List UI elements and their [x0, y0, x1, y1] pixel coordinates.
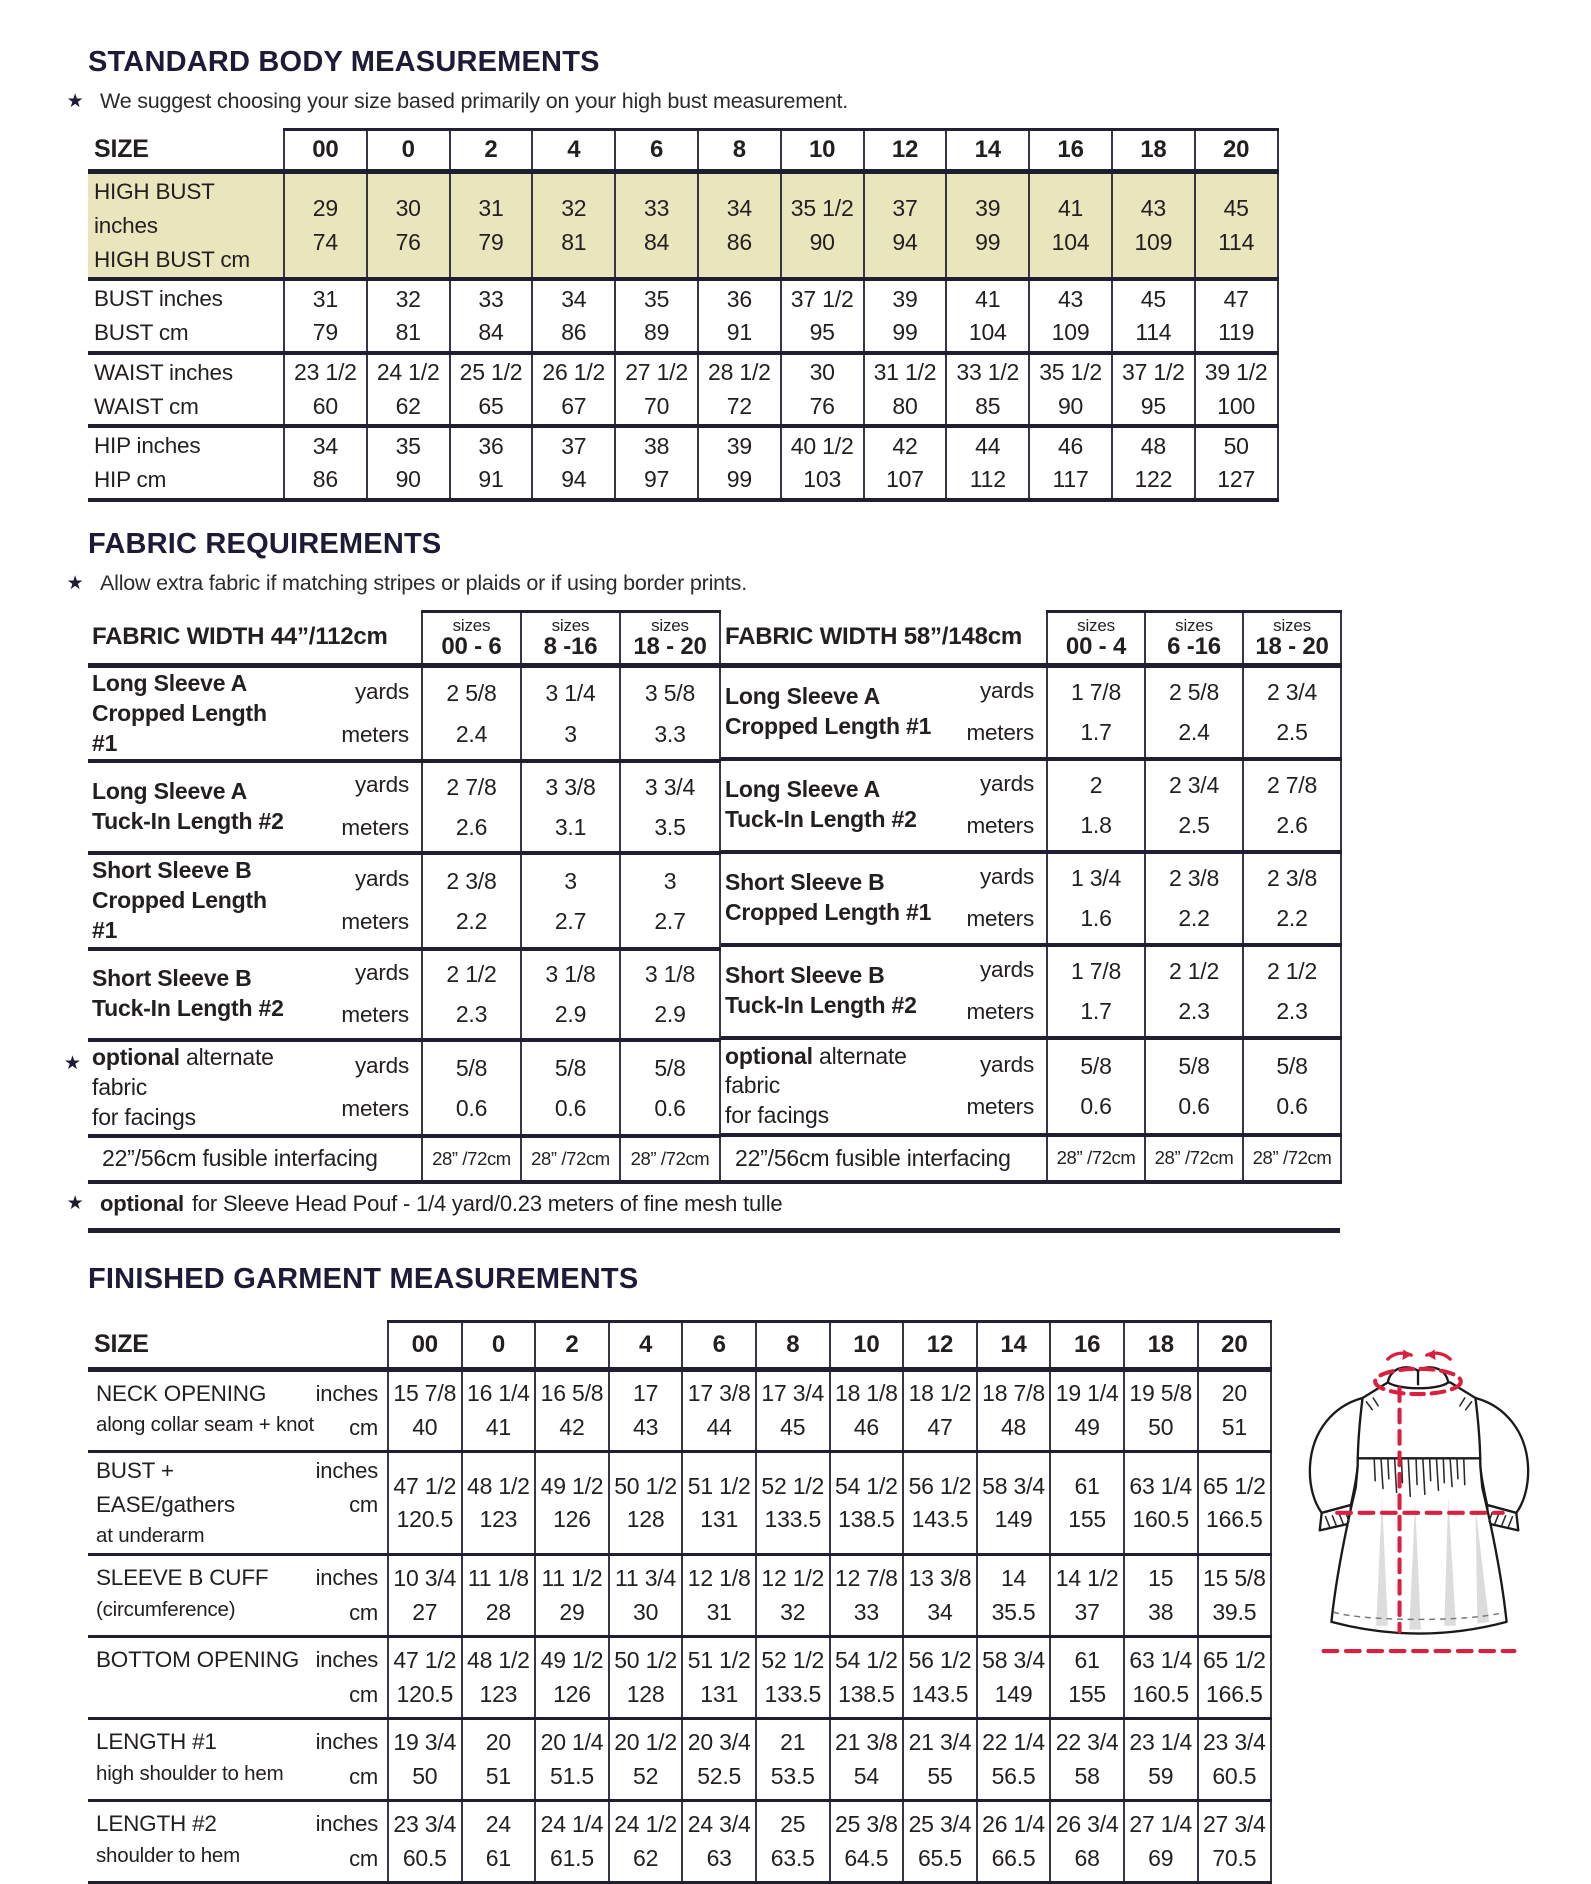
fabric-44-sizegroup-2: sizes 8 -16 [521, 611, 620, 665]
bust-ease-cell: 52 1/2 133.5 [756, 1451, 830, 1554]
length-1-cell: 20 1/2 52 [609, 1719, 683, 1801]
bottom-opening-cell: 48 1/2 123 [462, 1637, 536, 1719]
yardage-cell: 3 2.7 [620, 853, 720, 949]
sleeve-cuff-label: SLEEVE B CUFF (circumference) inches cm [96, 1565, 378, 1625]
yardage-cell: 2 3/4 2.5 [1243, 665, 1341, 759]
bust-value-cell: 47 119 [1195, 279, 1278, 353]
waist-value-cell: 28 1/2 72 [698, 353, 781, 427]
high-bust-value-cell: 34 86 [698, 172, 781, 280]
high-bust-value-cell: 31 79 [450, 172, 533, 280]
neck-opening-cell: 20 51 [1198, 1369, 1272, 1451]
waist-value-cell: 27 1/2 70 [615, 353, 698, 427]
yardage-cell: 2 1/2 2.3 [422, 949, 521, 1041]
hip-value-cell: 38 97 [615, 426, 698, 500]
length-1-cell: 20 51 [462, 1719, 536, 1801]
fabric-note-text: Allow extra fabric if matching stripes or plaids or if using border prints. [100, 570, 747, 595]
bottom-opening-row [88, 1637, 1271, 1719]
bust-ease-cell: 56 1/2 143.5 [903, 1451, 977, 1554]
yardage-cell: 3 5/8 3.3 [620, 665, 720, 761]
fabric-58-row-long-a-cropped [721, 665, 1341, 759]
bust-label: BUST inches BUST cm [94, 286, 223, 345]
garment-variant-label: Short Sleeve B Tuck-In Length #2 [725, 962, 917, 1019]
fabric-table-58 [721, 610, 1342, 1184]
bust-value-cell: 31 79 [284, 279, 367, 353]
neck-opening-cell: 19 1/4 49 [1050, 1369, 1124, 1451]
fabric-58-sizegroup-3: sizes 18 - 20 [1243, 611, 1341, 665]
fabric-44-row-short-b-tuckin [88, 949, 720, 1041]
unit-labels: yards meters [966, 863, 1035, 932]
interfacing-cell: 28” /72cm [422, 1136, 521, 1182]
hip-value-cell: 36 91 [450, 426, 533, 500]
neck-opening-row [88, 1369, 1271, 1451]
hip-value-cell: 35 90 [367, 426, 450, 500]
yardage-cell: 5/8 0.6 [521, 1040, 620, 1136]
length-2-cell: 24 1/4 61.5 [535, 1801, 609, 1883]
length-1-label: LENGTH #1 high shoulder to hem inches cm [96, 1729, 378, 1789]
hip-value-cell: 44 112 [946, 426, 1029, 500]
waist-value-cell: 30 76 [781, 353, 864, 427]
star-icon: ★ [66, 572, 84, 594]
length-1-cell: 23 3/4 60.5 [1198, 1719, 1272, 1801]
hip-value-cell: 48 122 [1112, 426, 1195, 500]
waist-value-cell: 35 1/2 90 [1029, 353, 1112, 427]
high-bust-value-cell: 30 76 [367, 172, 450, 280]
garment-variant-label: Short Sleeve B Cropped Length #1 [725, 869, 932, 926]
size-label: SIZE [94, 134, 149, 163]
waist-value-cell: 24 1/2 62 [367, 353, 450, 427]
bust-value-cell: 33 84 [450, 279, 533, 353]
high-bust-value-cell: 35 1/2 90 [781, 172, 864, 280]
neck-opening-cell: 17 3/4 45 [756, 1369, 830, 1451]
body-section-title: STANDARD BODY MEASUREMENTS [88, 46, 600, 78]
length-2-cell: 27 3/4 70.5 [1198, 1801, 1272, 1883]
unit-labels: yards meters [966, 677, 1035, 746]
sleeve-cuff-cell: 14 35.5 [977, 1555, 1051, 1637]
sleeve-cuff-row [88, 1555, 1271, 1637]
yardage-cell: 2 1.8 [1047, 759, 1145, 852]
neck-opening-label: NECK OPENING along collar seam + knot inches cm [96, 1380, 378, 1440]
length-2-cell: 26 1/4 66.5 [977, 1801, 1051, 1883]
bust-value-cell: 39 99 [864, 279, 947, 353]
length-2-cell: 24 3/4 63 [682, 1801, 756, 1883]
sleeve-cuff-cell: 12 1/2 32 [756, 1555, 830, 1637]
size-header-cell: 4 [609, 1321, 683, 1369]
neck-opening-cell: 17 3/8 44 [682, 1369, 756, 1451]
bust-value-cell: 35 89 [615, 279, 698, 353]
bust-value-cell: 32 81 [367, 279, 450, 353]
bust-value-cell: 43 109 [1029, 279, 1112, 353]
neck-opening-cell: 16 5/8 42 [535, 1369, 609, 1451]
bust-ease-cell: 47 1/2 120.5 [388, 1451, 462, 1554]
size-header-cell: 00 [388, 1321, 462, 1369]
unit-labels: yards meters [341, 959, 409, 1028]
yardage-cell: 2 7/8 2.6 [1243, 759, 1341, 852]
yardage-cell: 5/8 0.6 [1047, 1038, 1145, 1135]
bust-ease-cell: 58 3/4 149 [977, 1451, 1051, 1554]
size-header-row [88, 130, 1278, 172]
sleeve-cuff-cell: 10 3/4 27 [388, 1555, 462, 1637]
neck-opening-cell: 18 1/2 47 [903, 1369, 977, 1451]
bust-value-cell: 34 86 [532, 279, 615, 353]
hip-label: HIP inches HIP cm [94, 433, 201, 492]
star-icon: ★ [64, 1053, 81, 1075]
interfacing-cell: 28” /72cm [521, 1136, 620, 1182]
size-header-cell: 0 [462, 1321, 536, 1369]
waist-value-cell: 31 1/2 80 [864, 353, 947, 427]
neck-opening-cell: 18 1/8 46 [830, 1369, 904, 1451]
fabric-44-row-short-b-cropped [88, 853, 720, 949]
size-header-cell: 10 [781, 130, 864, 172]
length-2-cell: 24 61 [462, 1801, 536, 1883]
interfacing-cell: 28” /72cm [1243, 1135, 1341, 1182]
size-header-cell: 0 [367, 130, 450, 172]
fabric-58-sizegroup-2: sizes 6 -16 [1145, 611, 1243, 665]
size-header-cell: 18 [1112, 130, 1195, 172]
bust-value-cell: 36 91 [698, 279, 781, 353]
length-2-cell: 27 1/4 69 [1124, 1801, 1198, 1883]
bottom-opening-cell: 54 1/2 138.5 [830, 1637, 904, 1719]
size-header-cell: 10 [830, 1321, 904, 1369]
length-1-cell: 20 1/4 51.5 [535, 1719, 609, 1801]
neck-opening-cell: 16 1/4 41 [462, 1369, 536, 1451]
waist-value-cell: 33 1/2 85 [946, 353, 1029, 427]
bust-value-cell: 41 104 [946, 279, 1029, 353]
bust-ease-cell: 65 1/2 166.5 [1198, 1451, 1272, 1554]
neck-opening-cell: 15 7/8 40 [388, 1369, 462, 1451]
waist-value-cell: 37 1/2 95 [1112, 353, 1195, 427]
waist-value-cell: 25 1/2 65 [450, 353, 533, 427]
sleeve-cuff-cell: 11 1/2 29 [535, 1555, 609, 1637]
high-bust-row [88, 172, 1278, 280]
fabric-section-title: FABRIC REQUIREMENTS [88, 527, 442, 560]
garment-illustration [1273, 1327, 1565, 1687]
yardage-cell: 5/8 0.6 [1145, 1038, 1243, 1135]
fabric-58-row-long-a-tuckin [721, 759, 1341, 852]
high-bust-value-cell: 43 109 [1112, 172, 1195, 280]
neck-opening-cell: 17 43 [609, 1369, 683, 1451]
unit-labels: yards meters [966, 770, 1035, 839]
fabric-table-44 [64, 610, 721, 1184]
body-section-note [66, 89, 1591, 114]
high-bust-value-cell: 32 81 [532, 172, 615, 280]
length-2-cell: 25 63.5 [756, 1801, 830, 1883]
waist-value-cell: 23 1/2 60 [284, 353, 367, 427]
length-2-label: LENGTH #2 shoulder to hem inches cm [96, 1811, 378, 1871]
interfacing-label: 22”/56cm fusible interfacing [102, 1145, 378, 1172]
size-header-cell: 00 [284, 130, 367, 172]
bottom-opening-cell: 50 1/2 128 [609, 1637, 683, 1719]
length-1-cell: 21 3/4 55 [903, 1719, 977, 1801]
high-bust-value-cell: 29 74 [284, 172, 367, 280]
yardage-cell: 5/8 0.6 [422, 1040, 521, 1136]
fabric-44-sizegroup-1: sizes 00 - 6 [422, 611, 521, 665]
garment-variant-label: Long Sleeve A Tuck-In Length #2 [92, 778, 284, 835]
size-header-cell: 14 [946, 130, 1029, 172]
unit-labels: yards meters [341, 866, 409, 934]
fabric-requirements-section [64, 527, 1591, 1233]
bottom-opening-cell: 63 1/4 160.5 [1124, 1637, 1198, 1719]
sleeve-cuff-cell: 12 1/8 31 [682, 1555, 756, 1637]
sleeve-cuff-cell: 13 3/8 34 [903, 1555, 977, 1637]
interfacing-cell: 28” /72cm [620, 1136, 720, 1182]
high-bust-value-cell: 45 114 [1195, 172, 1278, 280]
hip-value-cell: 34 86 [284, 426, 367, 500]
hip-value-cell: 42 107 [864, 426, 947, 500]
fabric-58-header-row [721, 611, 1341, 665]
yardage-cell: 3 1/8 2.9 [620, 949, 720, 1041]
length-1-cell: 21 3/8 54 [830, 1719, 904, 1801]
yardage-cell: 1 7/8 1.7 [1047, 665, 1145, 759]
bust-value-cell: 37 1/2 95 [781, 279, 864, 353]
yardage-cell: 5/8 0.6 [1243, 1038, 1341, 1135]
waist-value-cell: 26 1/2 67 [532, 353, 615, 427]
finished-section-title: FINISHED GARMENT MEASUREMENTS [88, 1262, 639, 1295]
note-text: for Sleeve Head Pouf - 1/4 yard/0.23 meters of fine mesh tulle [191, 1190, 783, 1216]
bottom-opening-label: BOTTOM OPENING inches cm [96, 1647, 378, 1707]
unit-labels: yards meters [341, 772, 409, 841]
size-label: SIZE [94, 1329, 149, 1358]
size-header-cell: 12 [903, 1321, 977, 1369]
length-2-cell: 25 3/4 65.5 [903, 1801, 977, 1883]
sleeve-cuff-cell: 12 7/8 33 [830, 1555, 904, 1637]
yardage-cell: 2 1/2 2.3 [1243, 945, 1341, 1038]
fabric-58-row-short-b-cropped [721, 852, 1341, 945]
yardage-cell: 3 3/4 3.5 [620, 761, 720, 853]
bust-ease-cell: 61 155 [1050, 1451, 1124, 1554]
high-bust-value-cell: 33 84 [615, 172, 698, 280]
body-measurements-table [88, 128, 1279, 502]
sleeve-head-pouf-note [66, 1184, 1340, 1233]
garment-variant-label: Short Sleeve B Cropped Length #1 [92, 856, 267, 943]
length-2-cell: 26 3/4 68 [1050, 1801, 1124, 1883]
size-header-cell: 16 [1029, 130, 1112, 172]
bottom-opening-cell: 52 1/2 133.5 [756, 1637, 830, 1719]
high-bust-value-cell: 39 99 [946, 172, 1029, 280]
fabric-58-width-label: FABRIC WIDTH 58”/148cm [725, 623, 1023, 650]
bottom-opening-cell: 61 155 [1050, 1637, 1124, 1719]
fabric-44-row-long-a-cropped [88, 665, 720, 761]
finished-garment-section [88, 1263, 1591, 1884]
unit-labels: yards meters [341, 678, 409, 747]
garment-variant-label: Short Sleeve B Tuck-In Length #2 [92, 965, 284, 1022]
length-1-cell: 20 3/4 52.5 [682, 1719, 756, 1801]
size-header-cell: 16 [1050, 1321, 1124, 1369]
hip-value-cell: 50 127 [1195, 426, 1278, 500]
garment-variant-label: Long Sleeve A Cropped Length #1 [725, 683, 932, 740]
length-1-row [88, 1719, 1271, 1801]
size-header-cell: 20 [1195, 130, 1278, 172]
length-1-cell: 21 53.5 [756, 1719, 830, 1801]
length-2-cell: 25 3/8 64.5 [830, 1801, 904, 1883]
garment-variant-label: Long Sleeve A Cropped Length #1 [92, 669, 267, 756]
fabric-44-row-interfacing [88, 1136, 720, 1182]
fabric-58-row-short-b-tuckin [721, 945, 1341, 1038]
unit-labels: yards meters [966, 1051, 1035, 1120]
yardage-cell: 2 1/2 2.3 [1145, 945, 1243, 1038]
fabric-58-row-optional-facings [721, 1038, 1341, 1135]
length-2-row [88, 1801, 1271, 1883]
sleeve-cuff-cell: 11 1/8 28 [462, 1555, 536, 1637]
yardage-cell: 2 3/8 2.2 [1243, 852, 1341, 945]
sleeve-cuff-cell: 14 1/2 37 [1050, 1555, 1124, 1637]
star-icon: ★ [66, 91, 84, 112]
high-bust-value-cell: 37 94 [864, 172, 947, 280]
bust-ease-cell: 63 1/4 160.5 [1124, 1451, 1198, 1554]
yardage-cell: 5/8 0.6 [620, 1040, 720, 1136]
unit-labels: yards meters [966, 956, 1035, 1025]
sleeve-cuff-cell: 15 5/8 39.5 [1198, 1555, 1272, 1637]
size-header-cell: 8 [698, 130, 781, 172]
yardage-cell: 2 3/8 2.2 [1145, 852, 1243, 945]
interfacing-label: 22”/56cm fusible interfacing [735, 1144, 1011, 1171]
yardage-cell: 2 5/8 2.4 [1145, 665, 1243, 759]
optional-facings-label: ★ optional alternate fabric for facings [64, 1044, 274, 1130]
hip-value-cell: 37 94 [532, 426, 615, 500]
yardage-cell: 1 3/4 1.6 [1047, 852, 1145, 945]
bust-ease-cell: 48 1/2 123 [462, 1451, 536, 1554]
neck-opening-cell: 18 7/8 48 [977, 1369, 1051, 1451]
optional-facings-label: optional alternate fabric for facings [725, 1042, 907, 1129]
yardage-cell: 3 1/4 3 [521, 665, 620, 761]
size-header-cell: 18 [1124, 1321, 1198, 1369]
fabric-44-header-row [88, 611, 720, 665]
star-icon: ★ [66, 1192, 84, 1214]
waist-row [88, 353, 1278, 427]
size-header-cell: 6 [615, 130, 698, 172]
bust-row [88, 279, 1278, 353]
length-2-cell: 24 1/2 62 [609, 1801, 683, 1883]
yardage-cell: 3 2.7 [521, 853, 620, 949]
size-header-cell: 4 [532, 130, 615, 172]
fabric-44-width-label: FABRIC WIDTH 44”/112cm [92, 623, 388, 650]
fabric-44-sizegroup-3: sizes 18 - 20 [620, 611, 720, 665]
note-bold: optional [100, 1190, 184, 1216]
bust-value-cell: 45 114 [1112, 279, 1195, 353]
hip-value-cell: 40 1/2 103 [781, 426, 864, 500]
bottom-opening-cell: 56 1/2 143.5 [903, 1637, 977, 1719]
bust-ease-label: BUST + EASE/gathers at underarm inches cm [96, 1457, 378, 1548]
fabric-58-row-interfacing [721, 1135, 1341, 1182]
high-bust-value-cell: 41 104 [1029, 172, 1112, 280]
yardage-cell: 3 1/8 2.9 [521, 949, 620, 1041]
hip-value-cell: 46 117 [1029, 426, 1112, 500]
garment-variant-label: Long Sleeve A Tuck-In Length #2 [725, 776, 917, 833]
yardage-cell: 2 3/4 2.5 [1145, 759, 1243, 852]
bust-ease-cell: 49 1/2 126 [535, 1451, 609, 1554]
sleeve-cuff-cell: 15 38 [1124, 1555, 1198, 1637]
bottom-opening-cell: 51 1/2 131 [682, 1637, 756, 1719]
bottom-opening-cell: 58 3/4 149 [977, 1637, 1051, 1719]
bust-ease-cell: 54 1/2 138.5 [830, 1451, 904, 1554]
waist-label: WAIST inches WAIST cm [94, 359, 233, 419]
size-header-cell: 2 [450, 130, 533, 172]
interfacing-cell: 28” /72cm [1047, 1135, 1145, 1182]
length-1-cell: 22 1/4 56.5 [977, 1719, 1051, 1801]
size-header-row [88, 1321, 1271, 1369]
bottom-opening-cell: 47 1/2 120.5 [388, 1637, 462, 1719]
high-bust-label: HIGH BUST inches HIGH BUST cm [88, 172, 284, 280]
yardage-cell: 2 3/8 2.2 [422, 853, 521, 949]
fabric-44-row-long-a-tuckin [88, 761, 720, 853]
fabric-44-row-optional-facings [88, 1040, 720, 1136]
yardage-cell: 2 5/8 2.4 [422, 665, 521, 761]
unit-labels: yards meters [341, 1053, 409, 1121]
waist-value-cell: 39 1/2 100 [1195, 353, 1278, 427]
bust-ease-cell: 51 1/2 131 [682, 1451, 756, 1554]
bottom-opening-cell: 65 1/2 166.5 [1198, 1637, 1272, 1719]
interfacing-cell: 28” /72cm [1145, 1135, 1243, 1182]
fabric-tables-block [64, 610, 1340, 1233]
size-header-cell: 8 [756, 1321, 830, 1369]
size-header-cell: 12 [864, 130, 947, 172]
sleeve-cuff-cell: 11 3/4 30 [609, 1555, 683, 1637]
bust-ease-cell: 50 1/2 128 [609, 1451, 683, 1554]
length-1-cell: 23 1/4 59 [1124, 1719, 1198, 1801]
neck-opening-cell: 19 5/8 50 [1124, 1369, 1198, 1451]
length-2-cell: 23 3/4 60.5 [388, 1801, 462, 1883]
fabric-section-note [66, 570, 1591, 596]
size-header-cell: 14 [977, 1321, 1051, 1369]
standard-body-measurements-section [66, 46, 1591, 502]
yardage-cell: 1 7/8 1.7 [1047, 945, 1145, 1038]
hip-row [88, 426, 1278, 500]
length-1-cell: 19 3/4 50 [388, 1719, 462, 1801]
hip-value-cell: 39 99 [698, 426, 781, 500]
size-header-cell: 6 [682, 1321, 756, 1369]
finished-measurements-table [88, 1320, 1272, 1884]
size-header-cell: 20 [1198, 1321, 1272, 1369]
yardage-cell: 2 7/8 2.6 [422, 761, 521, 853]
body-note-text: We suggest choosing your size based primarily on your high bust measurement. [100, 89, 849, 113]
fabric-58-sizegroup-1: sizes 00 - 4 [1047, 611, 1145, 665]
bottom-opening-cell: 49 1/2 126 [535, 1637, 609, 1719]
size-header-cell: 2 [535, 1321, 609, 1369]
yardage-cell: 3 3/8 3.1 [521, 761, 620, 853]
length-1-cell: 22 3/4 58 [1050, 1719, 1124, 1801]
bust-ease-row [88, 1451, 1271, 1554]
